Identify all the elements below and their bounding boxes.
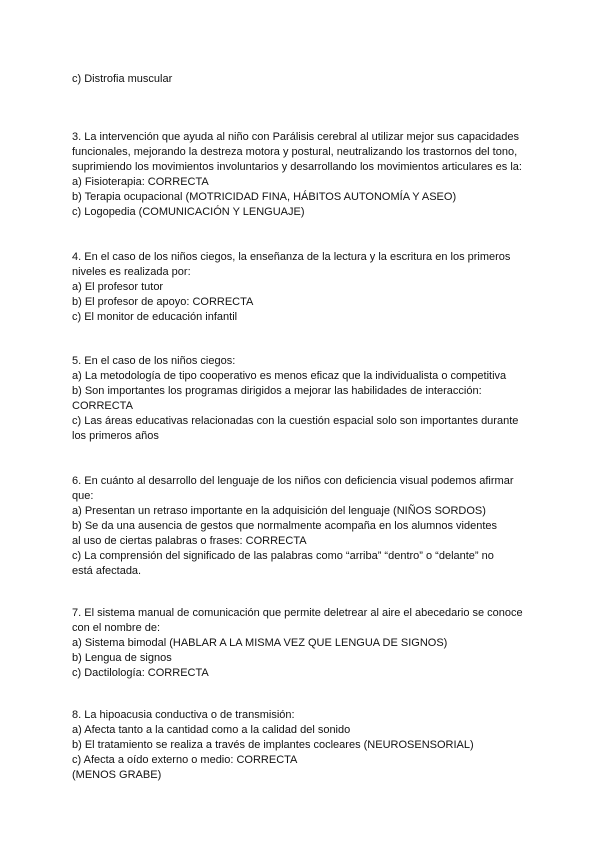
question-4-option: b) El profesor de apoyo: CORRECTA [72,296,254,308]
question-8-option: c) Afecta a oído externo o medio: CORRECTA [72,754,298,766]
question-8-option: (MENOS GRABE) [72,769,162,781]
question-5-option: a) La metodología de tipo cooperativo es menos eficaz que la individualista o competitiva [72,370,507,382]
question-7-line: con el nombre de: [72,622,161,634]
question-3-line: 3. La intervención que ayuda al niño con Parálisis cerebral al utilizar mejor sus capacidades [72,131,519,143]
question-6-line: que: [72,490,94,502]
question-6-option: está afectada. [72,565,142,577]
question-5-option: CORRECTA [72,400,133,412]
question-7-option: b) Lengua de signos [72,652,172,664]
question-6-line: 6. En cuánto al desarrollo del lenguaje de los niños con deficiencia visual podemos afirmar [72,475,514,487]
question-3-line: suprimiendo los movimientos involuntarios y desarrollando los movimientos articulares es la: [72,161,522,173]
question-5-line: 5. En el caso de los niños ciegos: [72,355,236,367]
question-8-line: 8. La hipoacusia conductiva o de transmisión: [72,709,295,721]
question-5-option: b) Son importantes los programas dirigidos a mejorar las habilidades de interacción: [72,385,482,397]
question-4-line: 4. En el caso de los niños ciegos, la enseñanza de la lectura y la escritura en los primeros [72,251,511,263]
question-7-line: 7. El sistema manual de comunicación que permite deletrear al aire el abecedario se conoce [72,607,523,619]
question-6-option: c) La comprensión del significado de las palabras como “arriba” “dentro” o “delante” no [72,550,494,562]
question-3-option: b) Terapia ocupacional (MOTRICIDAD FINA, HÁBITOS AUTONOMÍA Y ASEO) [72,191,457,203]
question-8-option: b) El tratamiento se realiza a través de implantes cocleares (NEUROSENSORIAL) [72,739,474,751]
question-5-option: los primeros años [72,430,159,442]
text-line: c) Distrofia muscular [72,73,173,85]
question-7-option: c) Dactilología: CORRECTA [72,667,209,679]
question-7-option: a) Sistema bimodal (HABLAR A LA MISMA VEZ QUE LENGUA DE SIGNOS) [72,637,448,649]
question-6-option: al uso de ciertas palabras o frases: CORRECTA [72,535,307,547]
question-4-line: niveles es realizada por: [72,266,191,278]
question-4-option: a) El profesor tutor [72,281,164,293]
question-6-option: b) Se da una ausencia de gestos que normalmente acompaña en los alumnos videntes [72,520,497,532]
question-3-line: funcionales, mejorando la destreza motora y postural, neutralizando los trastornos del tono, [72,146,518,158]
question-4-option: c) El monitor de educación infantil [72,311,238,323]
question-6-option: a) Presentan un retraso importante en la adquisición del lenguaje (NIÑOS SORDOS) [72,505,486,517]
question-8-option: a) Afecta tanto a la cantidad como a la calidad del sonido [72,724,351,736]
question-5-option: c) Las áreas educativas relacionadas con la cuestión espacial solo son importantes durante [72,415,519,427]
question-3-option: a) Fisioterapia: CORRECTA [72,176,209,188]
question-3-option: c) Logopedia (COMUNICACIÓN Y LENGUAJE) [72,206,305,218]
